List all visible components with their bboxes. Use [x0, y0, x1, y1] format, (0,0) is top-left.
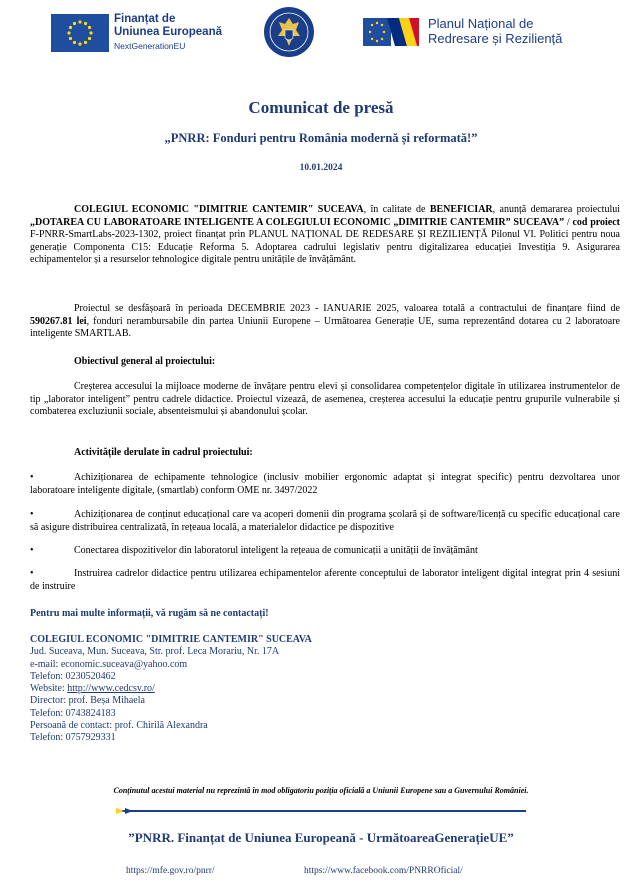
activity-item: [30, 545, 620, 558]
project-title: „DOTAREA CU LABORATOARE INTELIGENTE A COLEGIULUI ECONOMIC „DIMITRIE CANTEMIR” SUCEAVA”: [30, 216, 565, 228]
bullet-icon: •: [30, 472, 34, 483]
intro-text-3: /: [564, 216, 573, 228]
eu-line-2: Uniunea Europeană: [114, 26, 222, 38]
contact-phone: Telefon: 0230520462: [30, 670, 116, 682]
activity-text: Instruirea cadrelor didactice pentru utilizarea echipamentelor aferente conceptului de laborator inteligent digital integrat prin 4 sesiuni de instruire: [30, 568, 620, 592]
activity-text: Conectarea dispozitivelor din laboratorul inteligent la rețeaua de comunicații a unității de învățământ: [74, 545, 478, 556]
eu-romania-flags-icon: [363, 16, 419, 48]
eu-line-3: NextGenerationEU: [114, 41, 186, 51]
intro-text-2: , anunță demararea proiectului: [492, 204, 621, 215]
footer-slogan: ”PNRR. Finanțat de Uniunea Europeană - UrmătoareaGenerațieUE”: [128, 830, 514, 845]
pnrr-line-2: Redresare și Reziliență: [428, 31, 563, 46]
contact-email[interactable]: e-mail: economic.suceava@yahoo.com: [30, 658, 188, 670]
eu-flag-logo: [51, 14, 109, 52]
objective-heading: Obiectivul general al proiectului:: [74, 356, 216, 367]
contract-value: 590267.81 lei: [30, 315, 87, 327]
activity-item: [30, 509, 620, 534]
period-paragraph: [30, 303, 620, 341]
bullet-icon: •: [30, 545, 34, 556]
contact-person-phone: Telefon: 0757929331: [30, 732, 116, 744]
contact-address: Jud. Suceava, Mun. Suceava, Str. prof. Leca Morariu, Nr. 17A: [30, 646, 280, 658]
project-code-label: cod proiect: [572, 216, 621, 228]
page-subtitle: „PNRR: Fonduri pentru România modernă și reformată!”: [164, 131, 478, 145]
bullet-icon: •: [30, 568, 34, 579]
period-text-1: Proiectul se desfășoară în perioada DECEMBRIE 2023 - IANUARIE 2025, valoarea totală a contractului de finanțare fiind de: [74, 303, 620, 314]
contact-director: Director: prof. Beșa Mihaela: [30, 695, 145, 707]
activity-item: [30, 568, 620, 593]
mfe-link[interactable]: https://mfe.gov.ro/pnrr/: [126, 866, 215, 876]
disclaimer: Conținutul acestui material nu reprezintă în mod obligatoriu poziția oficială a Uniunii Europene sau a Guvernului României.: [113, 786, 529, 795]
pnrr-label: [428, 16, 562, 46]
contact-director-phone: Telefon: 0743824183: [30, 707, 116, 719]
project-code: F-PNRR-SmartLabs-2023-1302, proiect finanțat prin PLANUL NAȚIONAL DE REDESARE ȘI REZILIENȚĂ Pilonul VI. Politici pentru noua generație Componenta C15: Educație Reforma 5. Adoptarea cadrului legislativ pentru digitalizarea educației Investiția 9. Asigurarea echipamentelor și a resurselor tehnologice digitale pentru unitățile de învățământ.: [30, 229, 620, 266]
activities-heading: Activitățile derulate în cadrul proiectului:: [74, 447, 253, 458]
eu-funding-label: [114, 13, 222, 51]
eu-line-1: Finanțat de: [114, 13, 176, 25]
beneficiary-label: BENEFICIAR: [429, 204, 493, 215]
contact-heading: Pentru mai multe informații, vă rugăm să ne contactați!: [30, 608, 269, 619]
bullet-icon: •: [30, 509, 34, 520]
intro-paragraph: [30, 204, 620, 267]
objective-paragraph: Creșterea accesului la mijloace moderne de învățare pentru elevi și consolidarea competențelor digitale în utilizarea instrumentelor de tip „laborator inteligent” pentru cadrele didactice. Proiectul vizează, de asemenea, creșterea accesului la educație pentru grupurile vulnerabile și combaterea excluziunii sociale, absenteismului și abandonului școlar.: [30, 381, 620, 418]
beneficiary-name: COLEGIUL ECONOMIC "DIMITRIE CANTEMIR" SUCEAVA: [74, 204, 364, 215]
romanian-government-seal-icon: [263, 6, 315, 58]
page-title: Comunicat de presă: [248, 98, 394, 117]
contact-website-row: [30, 683, 312, 695]
pnrr-line-1: Planul Național de: [428, 16, 534, 31]
footer-divider: [116, 801, 526, 807]
contact-person: Persoană de contact: prof. Chirilă Alexandra: [30, 720, 208, 732]
activity-text: Achiziționarea de conținut educațional care va acoperi domenii din programa școlară și de software/licență cu specific educațional care să asigure distribuirea centralizată, în rețeaua locală, a materialelor didactice pe dispozitive: [30, 509, 620, 533]
publication-date: 10.01.2024: [299, 163, 343, 173]
website-label: Website:: [30, 683, 68, 695]
facebook-link[interactable]: https://www.facebook.com/PNRROficial/: [304, 866, 463, 876]
contact-institution: COLEGIUL ECONOMIC "DIMITRIE CANTEMIR" SUCEAVA: [30, 634, 312, 645]
contact-block: [30, 634, 312, 745]
website-link[interactable]: http://www.cedcsv.ro/: [67, 683, 155, 695]
activity-text: Achiziționarea de echipamente tehnologice (inclusiv mobilier ergonomic adaptat și integrat specific) pentru dezvoltarea unor laboratoare inteligente digitale, (smartlab) conform OME nr. 3497/2022: [30, 472, 620, 496]
activity-item: [30, 472, 620, 497]
intro-text-1: , în calitate de: [363, 204, 430, 215]
period-text-2: , fonduri nerambursabile din partea Uniunii Europene – Următoarea Generație UE, suma reprezentând dotarea cu 2 laboratoare inteligente SMARTLAB.: [30, 315, 620, 340]
